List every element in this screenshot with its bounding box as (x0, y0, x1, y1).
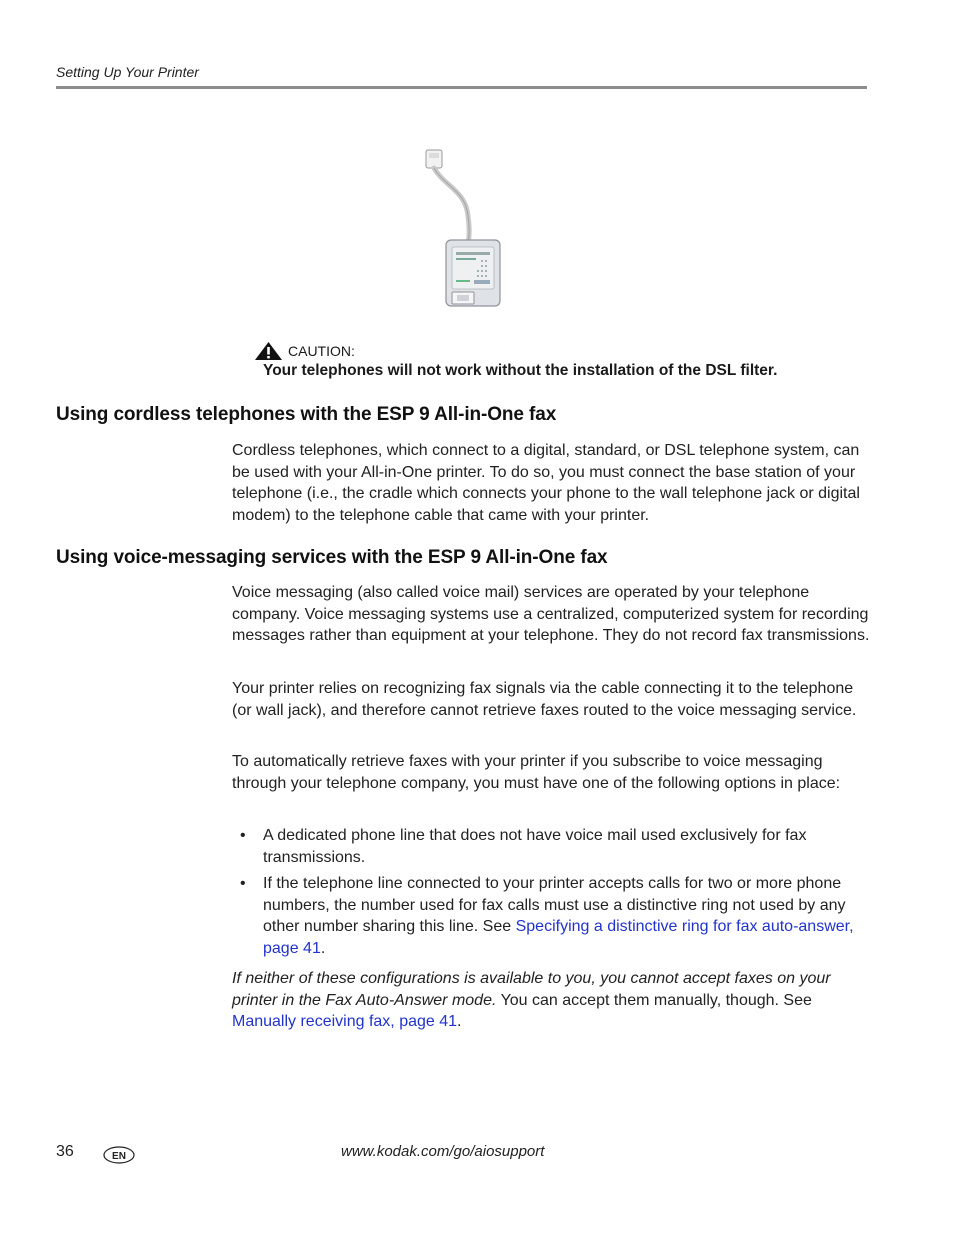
header-rule (56, 86, 867, 89)
warning-triangle-icon (254, 341, 283, 361)
voice-paragraph-1-text: Voice messaging (also called voice mail) services are operated by your telephone company. Voice messaging systems use a centralized, computerized system for recording messages rather than equipment at your telephone. They do not record fax transmissions. (232, 584, 870, 644)
bullet-text (263, 873, 863, 959)
voice-paragraph-2-text: Your printer relies on recognizing fax signals via the cable connecting it to the telephone (or wall jack), and therefore cannot retrieve faxes routed to the voice messaging service. (232, 680, 857, 719)
caution-label-text: CAUTION: (288, 343, 355, 359)
bullet-marker: • (240, 827, 246, 844)
bullet-text-body: If the telephone line connected to your printer accepts calls for two or more phone numbers, the number used for fax calls must use a distinctive ring not used by any other number sharing this line. See (263, 875, 846, 935)
dsl-filter-image (416, 146, 516, 322)
voice-paragraph-1 (232, 582, 872, 647)
support-url[interactable]: www.kodak.com/go/aiosupport (341, 1143, 545, 1160)
bullet-text-end: . (320, 939, 326, 957)
voice-paragraph-3-text: To automatically retrieve faxes with your printer if you subscribe to voice messaging through your telephone company, you must have one of the following options in place: (232, 753, 841, 792)
cordless-paragraph-text: Cordless telephones, which connect to a digital, standard, or DSL telephone system, can be used with your All-in-One printer. To do so, you must connect the base station of your telephone (i.e., the cradle which connects your phone to the wall telephone jack or digital modem) to the telephone cable that came with your printer. (232, 442, 860, 524)
voice-paragraph-2 (232, 678, 872, 721)
cordless-paragraph (232, 440, 872, 526)
configuration-note: If neither of these configurations is available to you, you cannot accept faxes on your printer in the Fax Auto-Answer mode. (232, 970, 831, 1009)
manual-note-end: . (457, 1013, 462, 1030)
voice-paragraph-4 (232, 968, 872, 1033)
page-number: 36 (56, 1143, 74, 1160)
bullet-marker: • (240, 875, 246, 892)
caution-label (254, 341, 355, 361)
manually-receiving-fax-link[interactable]: Manually receiving fax, page 41 (232, 1013, 458, 1030)
language-badge-text: EN (112, 1151, 126, 1162)
manual-note: You can accept them manually, though. See (496, 991, 812, 1009)
language-badge-icon (103, 1146, 135, 1164)
caution-message: Your telephones will not work without the installation of the DSL filter. (263, 362, 778, 379)
bullet-text: A dedicated phone line that does not have voice mail used exclusively for fax transmissions. (263, 827, 807, 866)
distinctive-ring-link[interactable]: Specifying a distinctive ring for fax auto-answer, page 41 (263, 918, 854, 957)
running-header: Setting Up Your Printer (56, 64, 199, 80)
voice-paragraph-3 (232, 751, 872, 794)
section-heading-voice-messaging: Using voice-messaging services with the ESP 9 All-in-One fax (56, 547, 608, 568)
section-heading-cordless: Using cordless telephones with the ESP 9 All-in-One fax (56, 404, 557, 425)
